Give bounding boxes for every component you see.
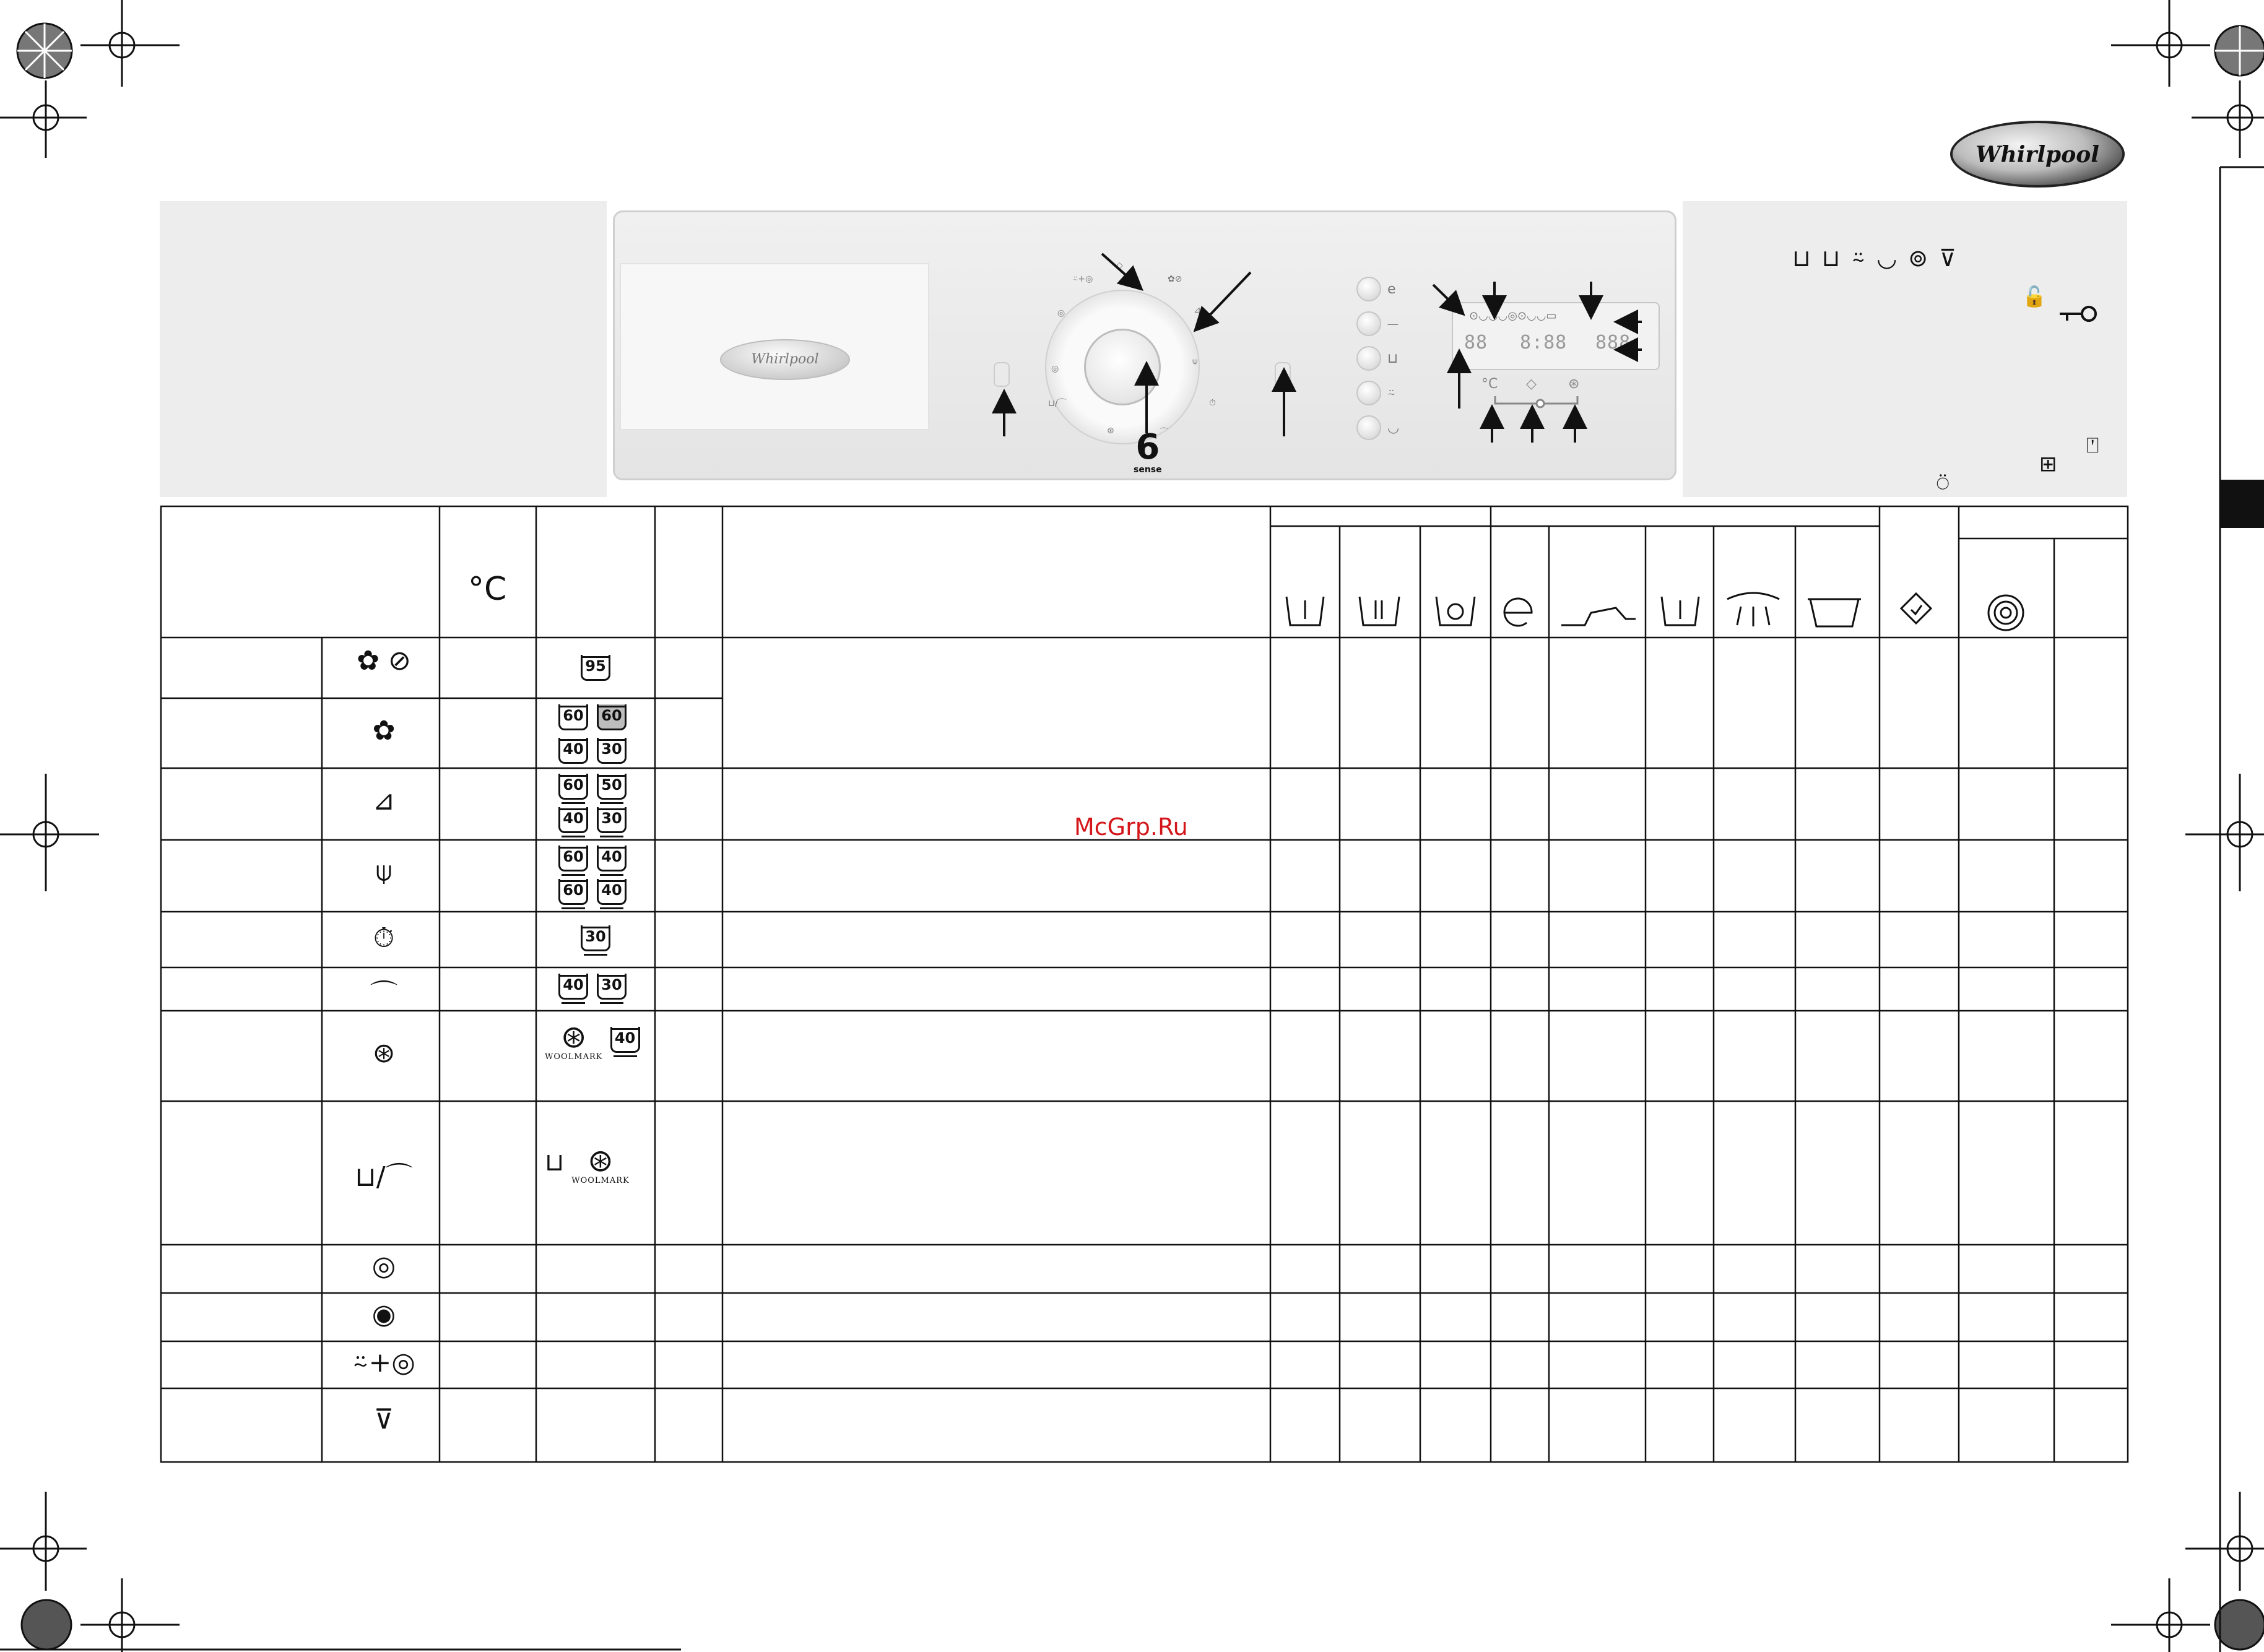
program-shirts-icon: ⍦ <box>375 856 393 888</box>
wash-temp-symbol: 60 <box>558 879 588 905</box>
round-button <box>1356 311 1381 336</box>
wash-temp-symbol: 50 <box>597 774 627 800</box>
display-temp-digits: 88 <box>1464 332 1488 353</box>
sixth-sense-logo <box>1134 427 1162 475</box>
brand-logo <box>1950 121 2125 188</box>
dial-spin2-icon: ◎ <box>1051 364 1059 374</box>
wash-temp-symbol: 40 <box>558 974 588 1000</box>
program-synthetic-icon: ⊿ <box>372 785 396 816</box>
sixth-sense-numeral: 6 <box>1135 427 1160 467</box>
handwash-tub-icon: ⊔ <box>545 1148 565 1177</box>
dial-wool-icon: ⊛ <box>1107 426 1114 436</box>
round-button <box>1356 277 1381 301</box>
spin-speed-icon: ⊛ <box>1568 376 1580 392</box>
mainwash-icon: ⊔ <box>1821 244 1852 272</box>
rinse-icon: ⍨ <box>1387 385 1396 401</box>
panel-brand-badge <box>720 339 850 380</box>
wash-temp-symbol: 30 <box>597 974 627 1000</box>
legend-phase-icons <box>1792 244 1967 272</box>
wash-temp-symbol: 40 <box>558 807 588 833</box>
round-button <box>1356 415 1381 440</box>
option-button-rinse-hold <box>1356 410 1399 445</box>
wash-symbol-row-7 <box>545 1021 650 1062</box>
display-phase-icons: ⊙◡◡◡◎⊙◡◡▭ <box>1469 309 1557 322</box>
dial-synthetic-icon: ⊿ <box>1194 305 1201 315</box>
iron-icon: ⏤ <box>1387 316 1399 332</box>
wash-symbol-row-1 <box>581 655 610 681</box>
wash-temp-symbol: 40 <box>558 738 588 764</box>
dial-start-icon: ◇ <box>1116 261 1123 270</box>
dial-30-icon: ⏱ <box>1209 398 1216 408</box>
program-wool-icon: ⊛ <box>372 1037 396 1069</box>
wash-symbol-row-5 <box>581 925 610 951</box>
option-button-rinse <box>1356 376 1399 410</box>
program-cotton-eco-icon: ✿ <box>372 715 396 746</box>
door-lock-icon: 🔓 <box>2022 285 2047 308</box>
water-tap-icon: ⍞ <box>2086 433 2099 458</box>
rinse-hold-icon: ◡ <box>1876 244 1909 272</box>
filter-grid-icon: ⊞ <box>2039 452 2057 477</box>
dial-rinse-spin-icon: ⍨+◎ <box>1073 274 1093 284</box>
option-button-e <box>1356 272 1399 306</box>
program-spin-icon: ◉ <box>371 1299 396 1330</box>
display-spin-digits: 888 <box>1595 332 1631 353</box>
program-rinse-spin-icon: ⍨+◎ <box>352 1347 415 1378</box>
display-time-digits: 8:88 <box>1520 332 1568 353</box>
round-button <box>1356 381 1381 405</box>
wash-symbol-row-4 <box>558 845 639 905</box>
wash-temp-symbol: 40 <box>597 845 627 871</box>
wash-temp-symbol: 30 <box>597 738 627 764</box>
control-panel-illustration <box>613 210 1676 480</box>
program-spin-gentle-icon: ◎ <box>371 1250 396 1282</box>
program-dial-center <box>1084 329 1161 405</box>
dial-cotton-icon: ✿⊘ <box>1168 274 1182 284</box>
rinse-hold-icon: ◡ <box>1387 420 1400 436</box>
wash-temp-symbol: 30 <box>581 925 610 951</box>
temperature-icon: °C <box>1481 376 1498 392</box>
registration-sunburst-top-left <box>17 24 72 78</box>
left-info-panel <box>160 201 607 497</box>
rinse-icon: ⍨ <box>1851 244 1877 272</box>
dial-delicate-icon: ⌒ <box>1160 428 1168 438</box>
wash-temp-symbol: 30 <box>597 807 627 833</box>
registration-sunburst-top-right <box>2215 26 2264 76</box>
temperature-header: °C <box>468 571 507 608</box>
round-button <box>1356 346 1381 371</box>
start-delay-icon: ◇ <box>1526 376 1537 392</box>
prewash-icon: ⊔ <box>1387 350 1399 366</box>
right-knob <box>1275 362 1291 387</box>
wash-symbol-row-8 <box>545 1145 650 1185</box>
wash-temp-symbol: 60 <box>558 845 588 871</box>
watermark-text: McGrp.Ru <box>1074 813 1188 841</box>
drain-icon: ⊽ <box>1939 244 1967 272</box>
wash-temp-symbol: 60 <box>558 774 588 800</box>
option-button-iron <box>1356 306 1399 341</box>
program-drain-icon: ⊽ <box>373 1404 394 1435</box>
e-icon: e <box>1387 281 1396 297</box>
woolmark-icon: ⊛ <box>560 1019 587 1055</box>
lcd-display <box>1452 302 1660 370</box>
wash-temp-symbol-eco: 60 <box>597 704 627 730</box>
wash-temp-symbol: 40 <box>610 1027 640 1053</box>
dial-spin-icon: ◎ <box>1057 308 1065 318</box>
wash-temp-symbol: 40 <box>597 879 627 905</box>
child-lock-key-icon <box>2058 301 2097 329</box>
dial-handwash-icon: ⊔/⌒ <box>1048 399 1067 409</box>
wash-symbol-row-3 <box>558 774 639 833</box>
woolmark-text: WOOLMARK <box>571 1176 630 1185</box>
option-buttons-column <box>1356 272 1399 445</box>
woolmark-logo <box>545 1021 603 1062</box>
wash-temp-symbol: 60 <box>558 704 588 730</box>
service-icon: ⍥ <box>1937 472 1950 496</box>
wash-symbol-row-2 <box>558 704 639 764</box>
program-delicates-icon: ⌒ <box>370 979 397 1010</box>
program-quick-30-icon: ⏱ <box>373 922 395 954</box>
program-handwash-icon: ⊔/⌒ <box>355 1161 413 1193</box>
registration-sunburst-bottom-left <box>22 1600 71 1650</box>
option-button-prewash <box>1356 341 1399 376</box>
wash-temp-symbol: 95 <box>581 655 610 681</box>
woolmark-text: WOOLMARK <box>545 1052 603 1062</box>
wash-symbol-row-6 <box>558 974 639 1000</box>
left-knob <box>994 362 1010 387</box>
prewash-icon: ⊔ <box>1792 244 1822 272</box>
program-cotton-icon: ✿ ⊘ <box>357 645 411 677</box>
registration-sunburst-bottom-right <box>2215 1600 2264 1650</box>
brand-logo-text: Whirlpool <box>1976 142 2099 168</box>
woolmark-logo <box>571 1145 630 1185</box>
section-tab <box>2220 480 2264 528</box>
sixth-sense-subtext: sense <box>1134 465 1162 475</box>
spin-icon: ⊚ <box>1908 244 1940 272</box>
dial-shirt-icon: ⍦ <box>1192 357 1198 366</box>
panel-brand-text: Whirlpool <box>751 352 819 367</box>
woolmark-icon: ⊛ <box>588 1143 614 1178</box>
